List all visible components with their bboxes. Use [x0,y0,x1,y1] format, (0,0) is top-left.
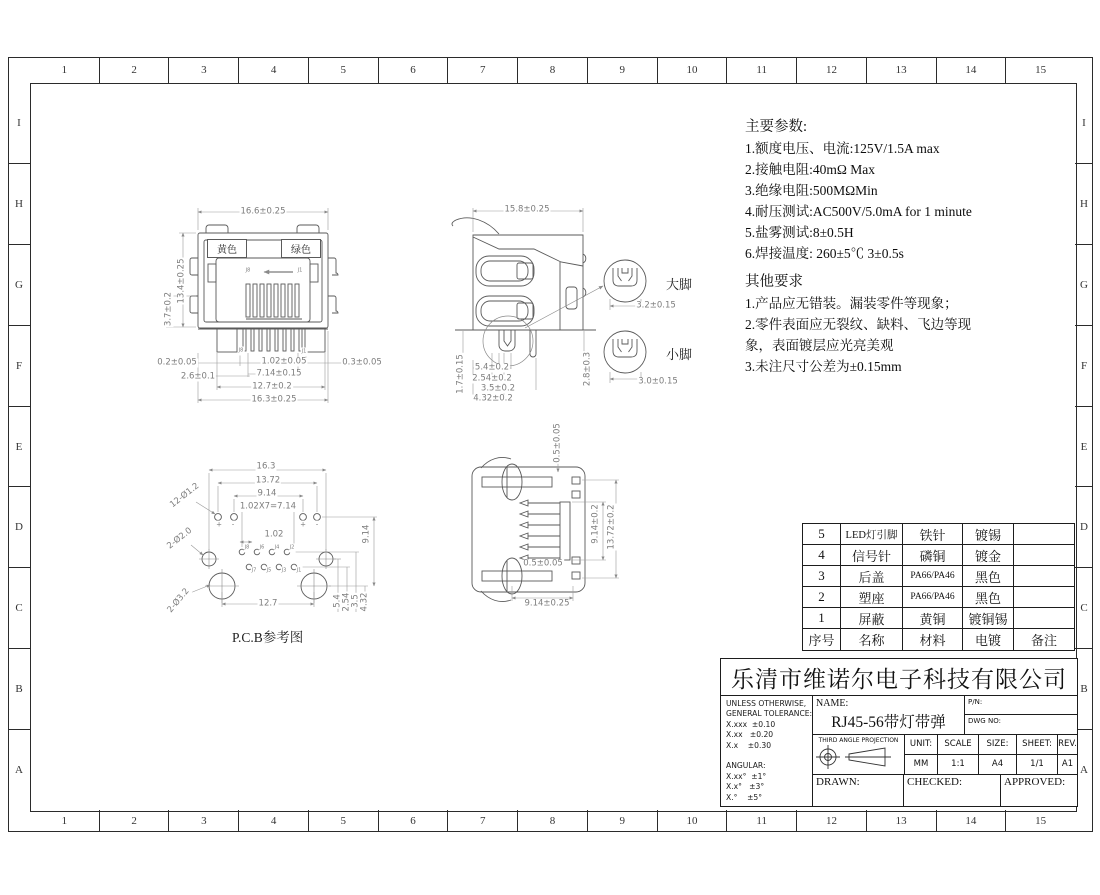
dim-label: 0.5±0.05 [552,423,563,463]
dim-label: 3.7±0.2 [163,291,174,327]
bom-cell: 镀锡 [963,524,1014,545]
bom-cell: 后盖 [841,566,903,587]
bom-cell: 黑色 [963,566,1014,587]
zone-column-label: 4 [239,57,309,83]
dim-label: + [300,520,306,529]
dim-label: 1.02 [264,529,284,540]
dim-label: J7 [251,567,257,574]
zone-row-label: B [1075,649,1093,730]
other-requirements-list [745,293,971,377]
dim-label: 2-Ø2.0 [165,525,195,552]
dim-label: 12.7 [258,598,278,609]
bom-cell [1014,608,1075,629]
zone-row-label: D [8,487,30,568]
name-label: NAME: [816,698,849,709]
note-line: 3.未注尺寸公差为±0.15mm [745,359,902,374]
approved-label: APPROVED: [1004,775,1066,788]
dim-label: + [216,520,222,529]
dim-label: J1 [296,567,302,574]
note-line: 6.焊接温度: 260±5℃ 3±0.5s [745,246,904,261]
bom-cell: PA66/PA46 [903,587,963,608]
checked-label: CHECKED: [904,775,1001,807]
zone-column-label: 3 [169,810,239,832]
dim-label: J8 [238,347,244,354]
zone-column-label: 12 [797,57,867,83]
zone-column-label: 7 [448,810,518,832]
zone-row-label: H [1075,164,1093,245]
dim-label: - [231,520,235,529]
main-parameters-title: 主要参数: [745,119,808,135]
name-cell [813,696,965,734]
tolerance-block [721,696,813,807]
dim-label: 9.14 [257,488,277,499]
zone-row-label: B [8,649,30,730]
tolerance-line: X.xxx ±0.10 [726,719,776,729]
dim-label: 3.5±0.2 [480,383,516,394]
led-window-green: 绿色 [281,239,321,258]
zone-row-label: A [15,764,23,777]
bom-cell [1014,587,1075,608]
title-block [720,658,1078,807]
dim-label: J5 [266,567,272,574]
unit-label: UNIT: [905,735,938,754]
size-label: SIZE: [979,735,1017,754]
zone-column-label: 15 [1035,64,1047,76]
dim-label: 13.4±0.25 [176,258,187,304]
zone-row-label: I [8,83,30,164]
dim-label: 1.7±0.15 [455,354,466,394]
zone-column-label: 5 [309,57,379,83]
dim-label: 2.6±0.1 [180,371,216,382]
dim-label: J1 [297,267,303,274]
bom-header-cell: 电镀 [963,629,1014,650]
dim-label: 0.3±0.05 [342,357,382,368]
third-angle-projection-icon [813,744,899,770]
bom-cell: 镀金 [963,545,1014,566]
part-name: RJ45-56带灯带弹 [831,714,946,731]
zone-row-label: F [8,326,30,407]
tolerance-line: UNLESS OTHERWISE, [726,699,807,708]
zone-column-label: 13 [867,57,937,83]
zone-row-label: C [1075,568,1093,649]
tolerance-line: X.xx ±0.20 [726,730,774,740]
dim-label: 9.14±0.2 [590,504,601,544]
dim-label: 15.8±0.25 [504,204,550,215]
dim-label: 9.14±0.25 [524,598,570,609]
zone-row-label: H [8,164,30,245]
zone-row-label: C [8,568,30,649]
projection-cell [813,735,905,774]
dim-label: 2.8±0.3 [582,351,593,387]
detail-label-small-foot: 小脚 [666,347,693,362]
bom-table [802,523,1075,651]
zone-column-label: 13 [867,810,937,832]
zone-column-label: 11 [727,57,797,83]
zone-row-label: E [8,407,30,488]
zone-row-label: D [1075,487,1093,568]
dim-label: 1.02±0.05 [261,356,307,367]
dim-label: 3.5 [350,594,361,608]
zone-column-label: 9 [588,810,658,832]
dim-label: J4 [274,544,280,551]
bom-cell: 黄铜 [903,608,963,629]
bom-cell: 磷铜 [903,545,963,566]
dim-label: 1.02X7=7.14 [239,501,297,512]
zone-column-label: 8 [518,57,588,83]
bom-cell: 铁针 [903,524,963,545]
zone-column-label: 11 [727,810,797,832]
rev-label: REV. [1058,739,1077,750]
unit-value: MM [905,755,938,774]
note-line: 4.耐压测试:AC500V/5.0mA for 1 minute [745,204,972,219]
dim-label: J3 [281,567,287,574]
dim-label: J6 [259,544,265,551]
dim-label: 2.54 [341,592,352,612]
zone-row-label: E [1075,407,1093,488]
dim-label: 7.14±0.15 [256,368,302,379]
dim-label: 5.4 [332,594,343,608]
tolerance-line [726,751,812,761]
dim-label: J1 [301,348,307,355]
bom-cell: 黑色 [963,587,1014,608]
bom-cell: LED灯引脚 [841,524,903,545]
dim-label: 2.54±0.2 [472,373,512,384]
zone-row-label: I [1075,83,1093,164]
zone-row-label: G [1075,245,1093,326]
dim-label: 3.0±0.15 [638,376,678,387]
bom-header-cell: 材料 [903,629,963,650]
zone-column-label: 14 [937,810,1007,832]
bom-cell [1014,545,1075,566]
detail-label-big-foot: 大脚 [666,277,693,292]
bom-cell: 镀铜锡 [963,608,1014,629]
main-parameters-block [745,117,972,264]
bom-header-cell: 备注 [1014,629,1075,650]
note-line: 2.接触电阻:40mΩ Max [745,162,876,177]
bom-cell: 2 [803,587,841,608]
zone-column-label: 1 [30,57,100,83]
bom-cell: 5 [803,524,841,545]
scale-value: 1:1 [938,755,979,774]
bom-cell: 3 [803,566,841,587]
note-line: 1.产品应无错装。漏装零件等现象； [745,296,958,311]
tolerance-line: X.xx° ±1° [726,771,767,781]
zone-column-label: 1 [30,810,100,832]
zone-row-label: F [1075,326,1093,407]
note-line: 2.零件表面应无裂纹、缺料、飞边等现 [745,317,972,332]
pcb-view [199,514,336,603]
sheet-label: SHEET: [1017,735,1058,754]
side-view [452,218,646,373]
bom-cell: 1 [803,608,841,629]
dim-label: J2 [289,544,295,551]
company-name: 乐清市维诺尔电子科技有限公司 [721,659,1077,696]
zone-column-label: 3 [169,57,239,83]
zone-row-label: A [1080,764,1088,777]
zone-column-label: 7 [448,57,518,83]
tolerance-line: ANGULAR: [726,761,766,771]
bom-cell: 信号针 [841,545,903,566]
main-parameters-list [745,138,972,264]
pcb-caption: P.C.B参考图 [232,630,304,645]
tolerance-line: X.x ±0.30 [726,740,772,750]
note-line: 3.绝缘电阻:500MΩMin [745,183,878,198]
zone-column-label: 6 [379,57,449,83]
bom-cell [1014,524,1075,545]
dim-label: 5.4±0.2 [474,362,510,373]
zone-column-label: 9 [588,57,658,83]
other-requirements-title: 其他要求 [745,274,803,290]
rear-view [472,457,585,601]
dim-label: 9.14 [361,524,372,544]
tolerance-line: X.° ±5° [726,792,763,802]
dim-label: J8 [244,544,250,551]
dim-label: 0.5±0.05 [523,558,563,569]
other-requirements-block [745,272,971,377]
sheet-value: 1/1 [1017,755,1058,774]
led-window-yellow: 黄色 [207,239,247,258]
note-line: 1.额度电压、电流:125V/1.5A max [745,141,940,156]
pn-label: P/N: [965,696,1077,715]
bom-cell: 塑座 [841,587,903,608]
zone-column-label: 2 [100,810,170,832]
zone-column-label: 14 [937,57,1007,83]
zone-column-label: 15 [1035,815,1047,827]
dim-label: 16.3 [256,461,276,472]
zone-column-label: 10 [658,57,728,83]
size-value: A4 [979,755,1017,774]
zone-row-label: G [8,245,30,326]
dim-label: 12-Ø1.2 [168,481,202,511]
bom-cell: 屏蔽 [841,608,903,629]
tolerance-line: GENERAL TOLERANCE: [726,709,813,719]
dim-label: 16.3±0.25 [251,394,297,405]
zone-column-label: 10 [658,810,728,832]
dim-label: - [315,520,319,529]
bom-header-cell: 名称 [841,629,903,650]
dim-label: 13.72±0.2 [606,504,617,550]
projection-label: THIRD ANGLE PROJECTION [818,736,899,744]
zone-column-label: 4 [239,810,309,832]
rev-value: A1 [1061,759,1074,770]
dim-label: 16.6±0.25 [240,206,286,217]
bom-cell: PA66/PA46 [903,566,963,587]
dwg-no-label: DWG NO: [968,717,1001,726]
dim-label: 12.7±0.2 [252,381,292,392]
dim-label: 13.72 [255,475,281,486]
note-line: 5.盐雾测试:8±0.5H [745,225,854,240]
tolerance-line: X.x° ±3° [726,782,765,792]
zone-column-label: 2 [100,57,170,83]
dim-label: 4.32±0.2 [473,393,513,404]
dim-label: 4.32 [359,592,370,612]
dim-label: 2-Ø3.2 [165,586,192,615]
dim-label: 0.2±0.05 [157,357,197,368]
drawn-label: DRAWN: [813,775,904,807]
scale-label: SCALE [938,735,979,754]
zone-column-label: 8 [518,810,588,832]
dim-label: J8 [245,267,251,274]
zone-column-label: 12 [797,810,867,832]
bom-header-cell: 序号 [803,629,841,650]
bom-cell [1014,566,1075,587]
zone-column-label: 6 [379,810,449,832]
dim-label: 3.2±0.15 [636,300,676,311]
note-line: 象，表面镀层应光亮美观 [745,338,894,353]
bom-cell: 4 [803,545,841,566]
zone-column-label: 5 [309,810,379,832]
